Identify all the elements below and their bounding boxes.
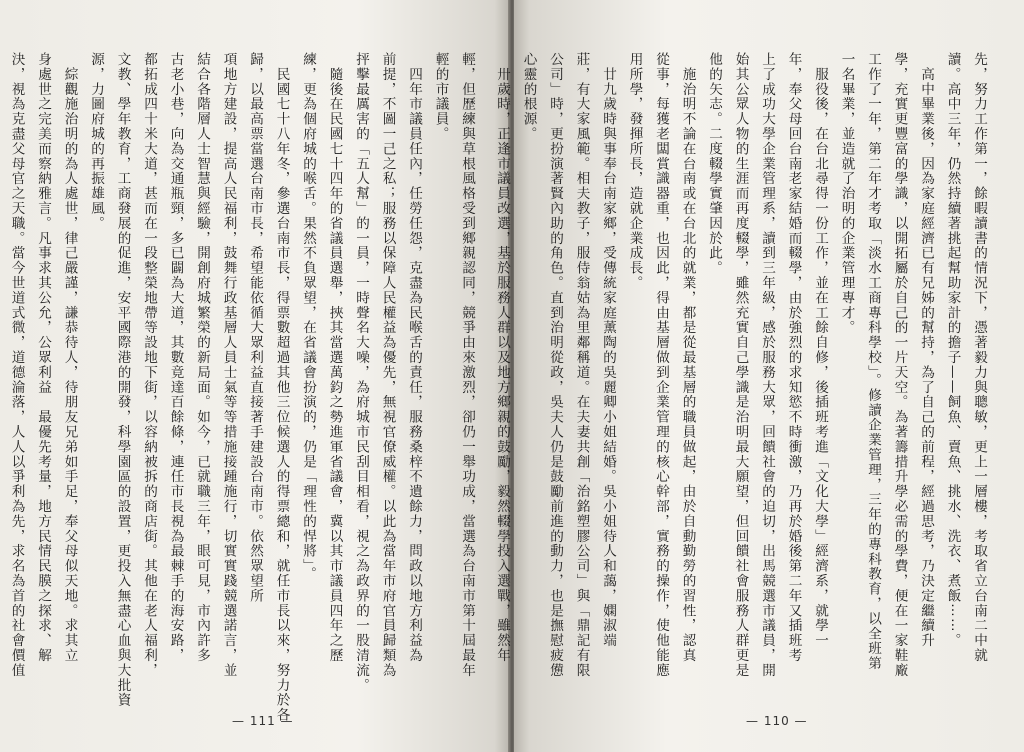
text-column: 一名畢業，並造就了治明的企業管理專才。 bbox=[838, 52, 855, 336]
right-page-text bbox=[494, 52, 992, 702]
left-page-number: — 111 — bbox=[232, 714, 294, 728]
right-page-number: — 110 — bbox=[746, 714, 808, 728]
text-column: 讀。高中三年，仍然持續著挑起幫助家計的擔子——飼魚、賣魚、挑水、洗衣、煮飯⋯⋯。 bbox=[944, 52, 961, 648]
text-column: 都拓成四十米大道，甚而在一段整榮地帶等設地下街，以容納被拆的商店街。其他在老人福利， bbox=[141, 52, 157, 678]
text-column: 用所學，發揮所長，造就企業成長。 bbox=[626, 52, 643, 291]
text-column: 歸，以最高票當選台南市長，希望能依循大眾利益直接著手建設台南市。依然眾望所 bbox=[247, 52, 263, 604]
text-column: 項地方建設，提高人民福利，鼓舞行政基層人員士氣等等措施接踵施行，切實實踐競選諾言，並 bbox=[220, 52, 237, 678]
text-column: 從事，每獲老闆賞識器重，也因此，得由基層做到企業管理的核心幹部，實務的操作，使他能應 bbox=[653, 52, 669, 678]
text-column bbox=[0, 52, 3, 702]
text-column: 輕，但歷練與草根風格受到鄉親認同，競爭由來激烈，卻仍一舉功成，當選為台南市第十屆最年 bbox=[459, 52, 475, 678]
text-column: 抨擊最厲害的「五人幫」的一員，一時聲名大噪，為府城市民刮目相看，視之為政界的一股清流。 bbox=[353, 52, 369, 693]
text-column: 身處世之完美而察納雅言。凡事求其公允，公眾利益 最優先考量，地方民情民膜之探求、解 bbox=[35, 52, 51, 663]
text-column: 四年市議員任內，任勞任怨，克盡為民喉舌的責任，服務桑梓不遺餘力，問政以地方利益為 bbox=[406, 52, 422, 663]
text-column: 施治明不論在台南或在台北的就業，都是從最基層的職員做起，由於自動勤勞的習性，認真 bbox=[679, 52, 696, 663]
text-column: 始其公眾人物的生涯而再度輟學，雖然充實自己學識是治明最大願望，但回饋社會服務人群更是 bbox=[732, 52, 749, 678]
text-column: 練，更為個府城的喉舌。果然不負眾望，在省議會扮演的，仍是「理性的悍將」。 bbox=[300, 52, 316, 582]
text-column: 卅歲時，正逢市議員改選，基於服務人群以及地方鄉親的鼓勵，毅然輟學投入選戰，雖然年 bbox=[494, 52, 510, 663]
right-page bbox=[494, 0, 1024, 752]
text-column: 他的矢志。二度輟學實肇因於此。 bbox=[706, 52, 722, 276]
text-column: 隨後在民國七十四年的省議員選舉，挾其當選萬鈞之勢進軍省議會，冀以其市議員四年之歷 bbox=[326, 52, 343, 663]
text-column: 公司」時，更扮演著賢內助的角色。直到治明從政，吳夫人仍是鼓勵前進的動力，也是撫慰疲憊 bbox=[547, 52, 563, 678]
text-column: 心靈的根源。 bbox=[520, 52, 537, 142]
text-column: 輕的市議員。 bbox=[432, 52, 449, 142]
text-column: 綜觀施治明的為人處世，律己嚴謹，謙恭待人，待朋友兄弟如手足，奉父母似天地。求其立 bbox=[61, 52, 78, 663]
text-column: 古老小巷，向為交通瓶頸，多已闢為大道，其數竟達百餘條，連任市長視為最棘手的海安路， bbox=[167, 52, 184, 663]
text-column: 學，充實更豐富的學識，以開拓屬於自己的一片天空。為著籌措升學必需的學費，便在一家鞋廠 bbox=[891, 52, 908, 678]
text-column: 結合各階層人士智慧與經驗，開創府城繁榮的新局面。如今，已就職三年，眼可見，市內許多 bbox=[194, 52, 210, 663]
text-column: 高中畢業後，因為家庭經濟已有兄姊的幫持，為了自己的前程，經過思考，乃決定繼續升 bbox=[918, 52, 934, 648]
text-column: 服役後，在台北尋得一份工作，並在工餘自修，後插班考進「文化大學」經濟系，就學一 bbox=[812, 52, 828, 648]
text-column: 民國七十八年冬，參選台南市長，得票數超過其他三位候選人的得票總和，就任市長以來，努力於各 bbox=[273, 52, 290, 723]
text-column: 先，努力工作第一，餘暇讀書的情況下，憑著毅力與聰敏，更上一層樓，考取省立台南二中就 bbox=[971, 52, 987, 663]
text-column: 年，奉父母回台南老家結婚而輟學，由於強烈的求知慾不時衝激，乃再於婚後第二年又插班考 bbox=[785, 52, 802, 663]
text-column: 源，力圖府城的再振雄風。 bbox=[88, 52, 104, 231]
text-column: 前提，不圖一己之私；服務以保障人民權益為優先，無視官僚威權。以此為當年市府官員歸類為 bbox=[379, 52, 396, 678]
text-column: 決，視為克盡父母官之天職。當今世道式微，道德淪落，人人以爭利為先，求名為首的社會價值 bbox=[8, 52, 25, 678]
text-column: 工作了一年，第二年才考取「淡水工商專科學校」。修讀企業管理，三年的專科教育，以全班第 bbox=[865, 52, 881, 671]
text-column: 文教、學年教育，工商發展的促進，安平國際港的開發，科學園區的設置，更投入無盡心血與大批資 bbox=[114, 52, 131, 708]
text-column: 廿九歲時與事奉台南家鄉，受傳統家庭薰陶的吳麗卿小姐結婚。吳小姐待人和藹，嫻淑端 bbox=[600, 52, 616, 648]
text-column: 上了成功大學企業管理系，讀到三年級，感於服務大眾，回饋社會的迫切，出馬競選市議員，開 bbox=[759, 52, 775, 678]
left-page bbox=[0, 0, 510, 752]
text-column: 莊，有大家風範。相夫教子，服侍翁姑為里鄰稱道。在夫妻共創「治銘塑膠公司」與「鼎記有限 bbox=[573, 52, 590, 678]
